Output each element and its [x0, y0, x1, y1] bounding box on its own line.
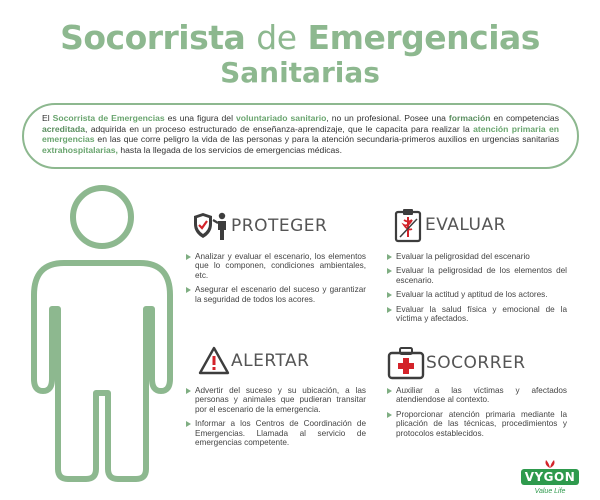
list-item: Evaluar la peligrosidad del escenario — [387, 252, 567, 261]
section-proteger-title: PROTEGER — [231, 216, 328, 236]
section-socorrer-list — [387, 386, 567, 443]
warning-triangle-icon — [197, 345, 231, 377]
list-item: Analizar y evaluar el escenario, los elementos que lo componen, condiciones ambientales, etc. — [186, 252, 366, 280]
list-item: Evaluar la actitud y aptitud de los actores. — [387, 290, 567, 299]
page-title — [0, 20, 600, 89]
person-silhouette-icon — [20, 183, 185, 483]
intro-text: , adquirida en un proceso estructurado de enseñanza-aprendizaje, que le capacita para realizar la — [85, 123, 474, 134]
title-line-2: Sanitarias — [220, 56, 380, 90]
list-item: Informar a los Centros de Coordinación de Emergencias. Llamada al servicio de emergencias competente. — [186, 419, 366, 447]
intro-highlight: voluntariado sanitario — [235, 113, 327, 123]
vygon-logo — [515, 459, 585, 495]
list-item: Evaluar la peligrosidad de los elementos del escenario. — [387, 266, 567, 285]
shield-person-icon — [191, 211, 231, 241]
section-proteger-list — [186, 252, 366, 309]
intro-highlight: Socorrista de Emergencias — [52, 113, 165, 123]
clipboard-medical-icon — [393, 207, 425, 243]
list-item: Proporcionar atención primaria mediante la plicación de las técnicas, procedimientos y protocolos establecidos. — [387, 410, 567, 438]
intro-highlight: extrahospitalarias, — [42, 144, 118, 155]
intro-text: hasta la llegada de los servicios de emergencias médicas. — [117, 144, 342, 155]
intro-text: El — [42, 113, 53, 123]
title-word-de: de — [256, 18, 297, 57]
intro-text: , no un profesional. Posee una — [326, 113, 449, 123]
list-item: Auxiliar a las víctimas y afectados atendiendose al contexto. — [387, 386, 567, 405]
leaf-icon — [543, 459, 557, 469]
section-evaluar-list — [387, 252, 567, 328]
intro-highlight: acreditada — [42, 123, 85, 134]
intro-highlight: formación — [448, 113, 491, 123]
section-proteger-header — [191, 211, 327, 241]
list-item: Evaluar la salud física y emocional de la víctima y afectados. — [387, 305, 567, 324]
intro-text: en competencias — [490, 113, 560, 123]
logo-tagline: Value Life — [534, 488, 566, 495]
list-item: Asegurar el escenario del suceso y garantizar la seguridad de todos los acores. — [186, 285, 366, 304]
logo-name: VYGON — [521, 469, 580, 485]
section-alertar-list — [186, 386, 366, 452]
section-evaluar-title: EVALUAR — [425, 215, 506, 235]
section-socorrer-header — [386, 346, 526, 380]
title-word-emergencias: Emergencias — [307, 18, 540, 57]
title-line-1 — [0, 20, 600, 56]
title-word-socorrista: Socorrista — [60, 18, 246, 57]
list-item: Advertir del suceso y su ubicación, a las personas y animales que pudieran transitar por el escenario de la emergencia. — [186, 386, 366, 414]
intro-text: en las que corre peligro la vida de las personas y para la atención secundaria-primeros auxilios en urgencias sanitarias — [94, 134, 559, 145]
intro-highlight: atención primaria en emergencias — [42, 123, 559, 145]
intro-box — [22, 103, 579, 169]
first-aid-kit-icon — [386, 346, 426, 380]
section-socorrer-title: SOCORRER — [426, 353, 526, 373]
intro-text: es una figura del — [164, 113, 236, 123]
section-evaluar-header — [393, 207, 506, 243]
section-alertar-title: ALERTAR — [231, 351, 310, 371]
section-alertar-header — [197, 345, 309, 377]
